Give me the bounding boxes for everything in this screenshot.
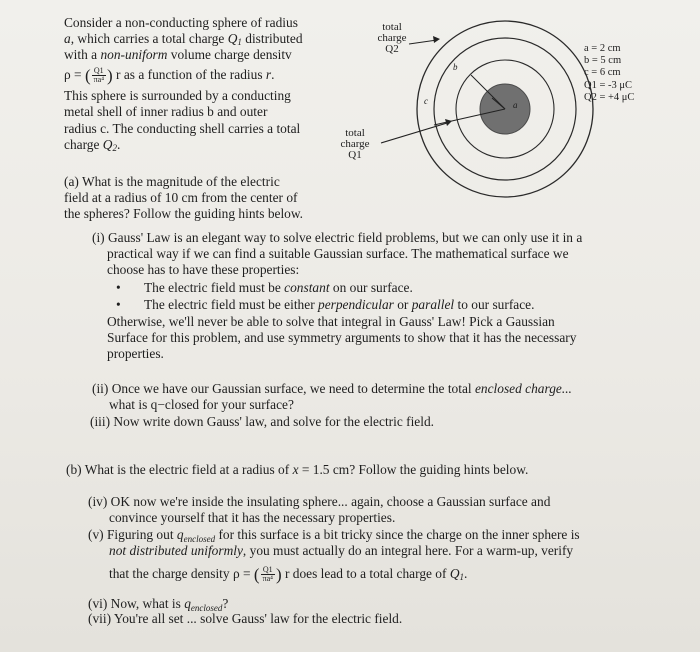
hint-i-bullet-2 (116, 297, 534, 314)
hint-text: or (393, 297, 412, 312)
hint-text: (vi) Now, what is (88, 596, 185, 611)
hint-i-bullet-1 (116, 280, 413, 297)
subscript: 2 (112, 143, 117, 153)
label-line: charge (340, 138, 370, 150)
label-a: a (513, 100, 518, 110)
hint-text: to our surface. (454, 297, 535, 312)
hint-text: (iv) OK now we're inside the insulating sphere... again, choose a Gaussian surface and (88, 494, 551, 509)
part-a-text: the spheres? Follow the guiding hints below. (64, 206, 304, 221)
label-c: c (424, 96, 428, 106)
punct: . (116, 137, 121, 152)
bullet-icon: • (116, 297, 121, 312)
label-line: Q2 (385, 43, 399, 55)
intro-text: This sphere is surrounded by a conducting (64, 88, 291, 103)
bullet-icon: • (116, 280, 121, 295)
part-a-line-2 (64, 190, 298, 207)
hint-text: Otherwise, we'll never be able to solve that integral in Gauss' Law! Pick a Gaussian (107, 314, 555, 329)
part-a-text: (a) What is the magnitude of the electric (64, 174, 280, 189)
label-line: Q1 (348, 149, 362, 161)
emphasis: perpendicular (318, 297, 394, 312)
value-c: c = 6 cm (584, 67, 621, 79)
hint-text: (iii) Now write down Gauss' law, and solve for the electric field. (90, 414, 435, 429)
arrow-q2-line (409, 40, 437, 44)
hint-text: choose has to have these properties: (107, 262, 300, 277)
intro-text: charge (64, 137, 103, 152)
var-a: a (64, 31, 71, 46)
punct: . (463, 566, 468, 581)
intro-text: with a (64, 47, 101, 62)
hint-text: convince yourself that it has the necessary properties. (109, 510, 396, 525)
given-values (584, 43, 634, 104)
hint-text: (ii) Once we have our Gaussian surface, we need to determine the total (92, 381, 475, 396)
value-q1: Q1 = -3 μC (584, 79, 633, 91)
hint-ii-line-1 (92, 381, 572, 398)
label-line: total (382, 21, 402, 33)
hint-iv-line-2 (109, 510, 395, 527)
hint-ii-line-2 (109, 397, 294, 414)
hint-i-line-8 (107, 346, 164, 363)
rho-symbol: ρ = (64, 67, 85, 82)
var-r: r (265, 67, 272, 82)
part-b (66, 462, 528, 479)
var-q: q (176, 527, 184, 542)
hint-iii (90, 414, 434, 431)
label-line: total (345, 127, 365, 139)
paren-open: ( (253, 564, 260, 584)
intro-text: r as a function of the radius (112, 67, 266, 82)
hint-text: The electric field must be (144, 280, 285, 295)
hint-text: what is q−closed for your surface? (109, 397, 294, 412)
fraction-numerator: Q1 (92, 67, 106, 76)
part-a-line-1 (64, 174, 280, 191)
label-b: b (453, 62, 458, 72)
hint-v-line-2 (109, 543, 573, 560)
emphasis: non-uniform (100, 47, 168, 62)
hint-text: on our surface. (329, 280, 413, 295)
hint-i-line-3 (107, 262, 299, 279)
fraction-denominator: πa⁴ (93, 75, 104, 85)
hint-text: (v) Figuring out (88, 527, 177, 542)
var-q: Q (227, 31, 238, 46)
label-total-charge-q1 (335, 128, 375, 161)
value-q2: Q2 = +4 μC (584, 91, 635, 103)
hint-i-line-1 (92, 230, 582, 247)
hint-text: The electric field must be either (144, 297, 318, 312)
hint-vii (88, 611, 402, 628)
intro-text: metal shell of inner radius b and outer (64, 104, 268, 119)
fraction-denominator: πa⁴ (262, 574, 273, 584)
punct: . (271, 67, 275, 82)
var-q: Q (449, 566, 460, 581)
hint-i-line-6 (107, 314, 555, 331)
intro-text: volume charge densitv (167, 47, 292, 62)
hint-v-line-3 (109, 563, 467, 588)
subscript: 1 (459, 572, 464, 582)
paren-close: ) (275, 564, 282, 584)
intro-text: distributed (241, 31, 303, 46)
part-b-text: = 1.5 cm? Follow the guiding hints below. (298, 462, 529, 477)
paren-open: ( (84, 65, 91, 85)
part-b-text: (b) What is the electric field at a radius of (66, 462, 293, 477)
paren-close: ) (107, 65, 113, 85)
intro-text: radius c. The conducting shell carries a total (64, 121, 301, 136)
emphasis: not distributed uniformly (109, 543, 243, 558)
hint-text: that the charge density ρ = (109, 566, 254, 581)
fraction-numerator: Q1 (261, 566, 275, 575)
intro-text: Consider a non-conducting sphere of radius (64, 15, 298, 30)
intro-text: , which carries a total charge (70, 31, 228, 46)
var-q: Q (102, 137, 113, 152)
punct: ? (222, 596, 229, 611)
part-a-text: field at a radius of 10 cm from the center of (64, 190, 298, 205)
hint-text: r does lead to a total charge of (281, 566, 450, 581)
hint-text: (vii) You're all set ... solve Gauss' law for the electric field. (88, 611, 403, 626)
label-line: charge (377, 32, 407, 44)
var-q: q (184, 596, 191, 611)
emphasis: constant (284, 280, 330, 295)
hint-i-line-2 (107, 246, 569, 263)
hint-text: for this surface is a bit tricky since the charge on the inner sphere is (215, 527, 580, 542)
var-x: x (292, 462, 299, 477)
hint-text: , you must actually do an integral here. For a warm-up, verify (242, 543, 574, 558)
arrow-q1-line (381, 123, 447, 143)
hint-text: (i) Gauss' Law is an elegant way to solve electric field problems, but we can only use it in a (92, 230, 583, 245)
fraction-q1-over-pi-a4 (261, 566, 275, 583)
subscript: enclosed (183, 534, 216, 544)
emphasis: enclosed charge... (474, 381, 572, 396)
subscript: 1 (237, 37, 242, 47)
hint-text: practical way if we can find a suitable Gaussian surface. The mathematical surface we (107, 246, 569, 261)
hint-iv-line-1 (88, 494, 550, 511)
hint-text: Surface for this problem, and use symmetry arguments to show that it has the necessary (107, 330, 577, 345)
part-a-line-3 (64, 206, 303, 223)
hint-text: properties. (107, 346, 164, 361)
arrow-q1-head (445, 119, 452, 126)
value-a: a = 2 cm (584, 43, 621, 54)
emphasis: parallel (411, 297, 455, 312)
arrow-q2-head (433, 36, 440, 43)
subscript: enclosed (190, 603, 223, 613)
value-b: b = 5 cm (584, 55, 622, 67)
label-total-charge-q2 (372, 22, 412, 55)
hint-i-line-7 (107, 330, 576, 347)
